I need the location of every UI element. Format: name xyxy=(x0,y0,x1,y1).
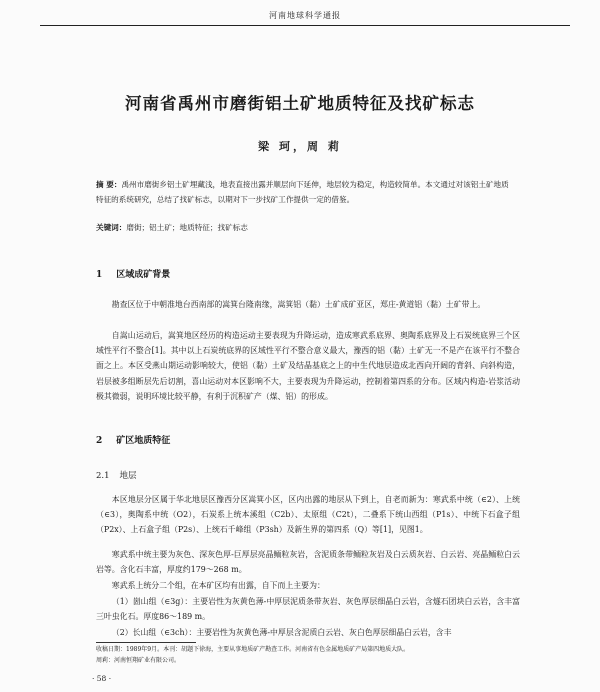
paragraph-7: （2）长山组（∈3ch）：主要岩性为灰黄色薄-中厚层含泥质白云岩、灰白色厚层细晶白云岩，含丰 xyxy=(111,628,452,637)
subsection-2-1-number: 2.1 xyxy=(96,471,110,481)
section-1-number: 1 xyxy=(96,270,103,280)
keywords-text: 磨街；铝土矿；地质特征；找矿标志 xyxy=(126,223,248,232)
authors: 梁 珂，周 莉 xyxy=(258,140,342,153)
section-1-title: 区域成矿背景 xyxy=(116,270,171,280)
paragraph-6: （1）崮山组（∈3g）：主要岩性为灰黄色薄-中厚层泥质条带灰岩、灰色厚层细晶白云岩，含燧石团块白云岩，含丰富三叶虫化石。厚度86～189 m。 xyxy=(96,597,520,622)
section-2-title: 矿区地质特征 xyxy=(116,436,171,446)
paragraph-1: 勘查区位于中朝准地台西南部的嵩箕台隆南缘，嵩箕铝（黏）土矿成矿亚区，郑庄-黄道铝（黏）土矿带上。 xyxy=(111,300,486,309)
section-2-heading xyxy=(96,433,184,446)
page-title: 河南省禹州市磨街铝土矿地质特征及找矿标志 xyxy=(125,94,475,113)
keywords xyxy=(96,222,516,234)
keywords-label: 关键词： xyxy=(96,223,127,232)
page-number: · 58 · xyxy=(92,674,112,683)
abstract-text: 禹州市磨街乡铝土矿埋藏浅，地表直接出露并顺层向下延伸，地层较为稳定，构造较简单。本文通过对该铝土矿地质特征的系统研究，总结了找矿标志，以期对下一步找矿工作提供一定的借鉴。 xyxy=(96,180,509,204)
footnote-1: 收稿日期：1989年9月。本刊：胡题下徐海，主要从事地质矿产勘查工作。河南省有色金属地质矿产局第四地质大队。 xyxy=(96,646,410,653)
section-2-number: 2 xyxy=(96,436,103,446)
paragraph-4: 寒武系中统主要为灰色、深灰色厚-巨厚层亮晶鲕粒灰岩，含泥质条带鲕粒灰岩及白云质灰岩、白云岩、亮晶鲕粒白云岩等。含化石丰富，厚度约179～268 m。 xyxy=(96,550,520,575)
abstract xyxy=(96,177,516,207)
paragraph-3: 本区地层分区属于华北地层区豫西分区嵩箕小区，区内出露的地层从下到上，自老而新为：寒武系中统（∈2）、上统（∈3），奥陶系中统（O2），石炭系上统本溪组（C2b）、太原组（C2t），二叠系下统山西组（P1s）、中统下石盒子组（P2x）、上石盒子组（P2s）、上统石千峰组（P3sh）及新生界的第四系（Q）等[1]，见图1。 xyxy=(96,495,520,535)
abstract-label: 摘 要： xyxy=(96,180,122,189)
footnote-2: 周莉：河南恒翔矿业有限公司。 xyxy=(96,657,181,664)
section-1-heading xyxy=(96,267,184,280)
running-head: 河南地球科学通报 xyxy=(40,10,570,26)
paragraph-5: 寒武系上统分二个组，在本矿区均有出露，自下而上主要为： xyxy=(111,581,325,590)
subsection-2-1-heading xyxy=(96,469,147,481)
paragraph-2: 自嵩山运动后，嵩箕地区经历的构造运动主要表现为升降运动，造成寒武系底界、奥陶系底界及上石炭统底界三个区域性平行不整合[1]。其中以上石炭统底界的区域性平行不整合意义最大，豫西的铝（黏）土矿无一不是产在该平行不整合面之上。本区受燕山期运动影响较大，使铝（黏）土矿及结晶基底之上的中生代地层造成北西向开阔的背斜、向斜构造，岩层被多组断层先后切割，喜山运动对本区影响不大，主要表现为升降运动，控制着第四系的分布。区域内构造-岩浆活动极其微弱，说明环境比较平静，有利于沉积矿产（煤、铝）的形成。 xyxy=(96,331,520,401)
footnote-divider xyxy=(96,642,196,643)
subsection-2-1-title: 地层 xyxy=(119,471,137,481)
